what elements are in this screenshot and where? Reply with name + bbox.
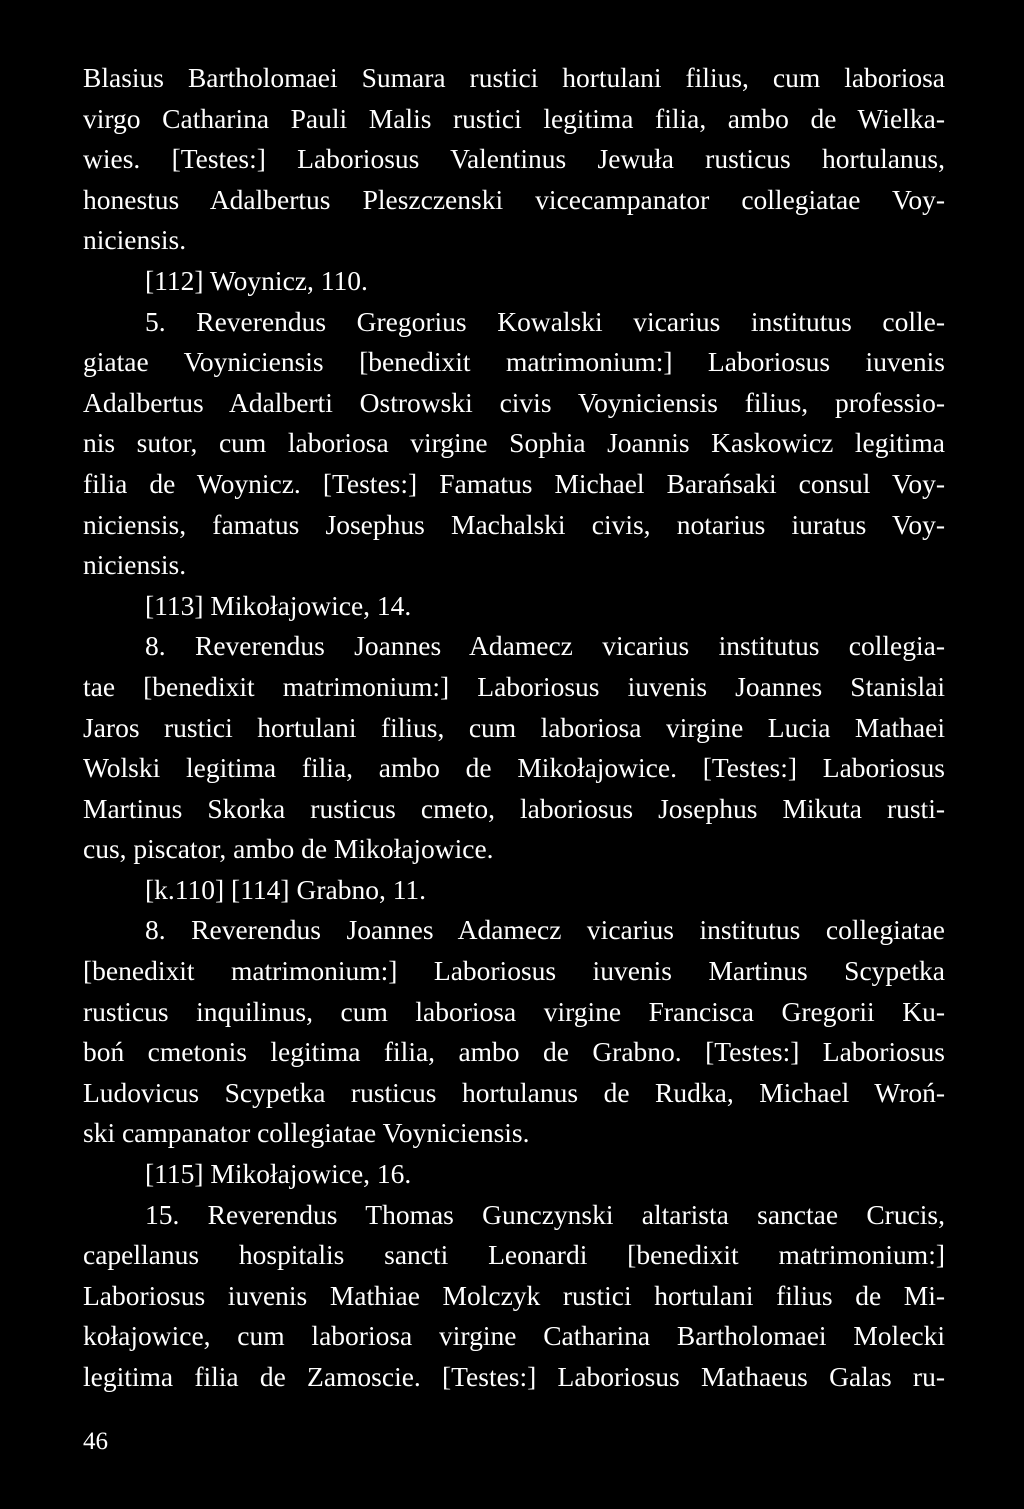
text-line: Jaros rustici hortulani filius, cum laboriosa virgine Lucia Mathaei: [83, 711, 945, 743]
page-number: 46: [83, 1428, 108, 1455]
text-line: rusticus inquilinus, cum laboriosa virgine Francisca Gregorii Ku-: [83, 995, 945, 1027]
text-line: 5. Reverendus Gregorius Kowalski vicarius institutus colle-: [145, 305, 945, 337]
text-line: cus, piscator, ambo de Mikołajowice.: [83, 833, 494, 865]
text-line: 8. Reverendus Joannes Adamecz vicarius institutus collegiatae: [145, 914, 945, 946]
text-line: honestus Adalbertus Pleszczenski vicecampanator collegiatae Voy-: [83, 183, 945, 215]
text-line: Adalbertus Adalberti Ostrowski civis Voyniciensis filius, professio-: [83, 386, 945, 418]
text-line: capellanus hospitalis sancti Leonardi [benedixit matrimonium:]: [83, 1239, 945, 1271]
text-line: nis sutor, cum laboriosa virgine Sophia Joannis Kaskowicz legitima: [83, 427, 945, 459]
text-line: ski campanator collegiatae Voyniciensis.: [83, 1117, 530, 1149]
text-line: Blasius Bartholomaei Sumara rustici hortulani filius, cum laboriosa: [83, 62, 945, 93]
text-line: wies. [Testes:] Laboriosus Valentinus Jewuła rusticus hortulanus,: [83, 143, 945, 175]
text-line: [115] Mikołajowice, 16.: [145, 1158, 412, 1190]
text-line: Ludovicus Scypetka rusticus hortulanus de Rudka, Michael Wroń-: [83, 1076, 945, 1108]
text-line: [k.110] [114] Grabno, 11.: [145, 873, 427, 905]
text-line: filia de Woynicz. [Testes:] Famatus Michael Barańsaki consul Voy-: [83, 467, 945, 499]
text-line: virgo Catharina Pauli Malis rustici legitima filia, ambo de Wielka-: [83, 102, 945, 134]
text-line: Laboriosus iuvenis Mathiae Molczyk rustici hortulani filius de Mi-: [83, 1279, 945, 1311]
text-line: Wolski legitima filia, ambo de Mikołajowice. [Testes:] Laboriosus: [83, 752, 945, 784]
text-line: niciensis.: [83, 224, 187, 256]
text-line: kołajowice, cum laboriosa virgine Catharina Bartholomaei Molecki: [83, 1320, 945, 1352]
page-text-body: [83, 58, 945, 1398]
text-line: 15. Reverendus Thomas Gunczynski altarista sanctae Crucis,: [145, 1198, 945, 1230]
text-line: boń cmetonis legitima filia, ambo de Grabno. [Testes:] Laboriosus: [83, 1036, 945, 1068]
text-line: [benedixit matrimonium:] Laboriosus iuvenis Martinus Scypetka: [83, 955, 945, 987]
text-line: 8. Reverendus Joannes Adamecz vicarius institutus collegia-: [145, 630, 945, 662]
text-line: tae [benedixit matrimonium:] Laboriosus iuvenis Joannes Stanislai: [83, 670, 945, 702]
text-line: [113] Mikołajowice, 14.: [145, 589, 412, 621]
text-line: niciensis, famatus Josephus Machalski civis, notarius iuratus Voy-: [83, 508, 945, 540]
text-line: legitima filia de Zamoscie. [Testes:] Laboriosus Mathaeus Galas ru-: [83, 1361, 945, 1392]
text-line: Martinus Skorka rusticus cmeto, laboriosus Josephus Mikuta rusti-: [83, 792, 945, 824]
text-line: [112] Woynicz, 110.: [145, 264, 368, 296]
text-line: giatae Voyniciensis [benedixit matrimonium:] Laboriosus iuvenis: [83, 346, 945, 378]
text-line: niciensis.: [83, 549, 187, 581]
